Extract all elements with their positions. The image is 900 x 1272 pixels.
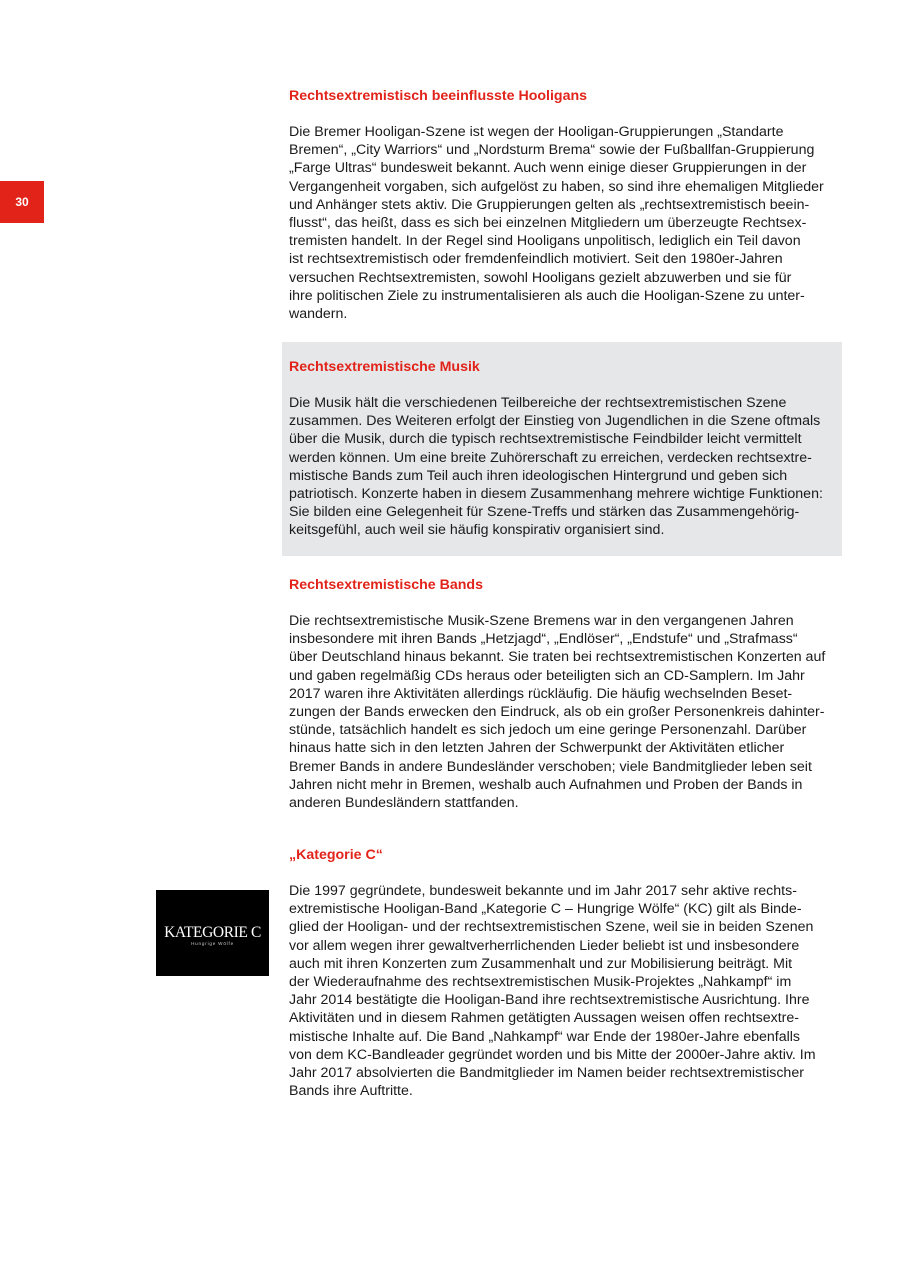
section-body-hooligans [289, 123, 835, 323]
text-line: von dem KC-Bandleader gegründet worden und bis Mitte der 2000er-Jahre aktiv. Im [289, 1046, 816, 1063]
text-line: auch mit ihren Konzerten zum Zusammenhalt und zur Mobilisierung beiträgt. Mit [289, 955, 793, 972]
text-line: Jahr 2017 absolvierten die Bandmitglieder im Namen beider rechtsextremistischer [289, 1065, 804, 1082]
text-line: und gaben regelmäßig CDs heraus oder beteiligten sich an CD-Samplern. Im Jahr [289, 667, 805, 684]
text-line: ist rechtsextremistisch oder fremdenfeindlich motiviert. Seit den 1980er-Jahren [289, 251, 783, 268]
text-line: mistische Inhalte auf. Die Band „Nahkampf“ war Ende der 1980er-Jahre ebenfalls [289, 1028, 801, 1045]
text-line: Bremen“, „City Warriors“ und „Nordsturm Brema“ sowie der Fußballfan-Gruppierung [289, 142, 815, 159]
text-line: anderen Bundesländern stattfanden. [289, 795, 519, 812]
text-line: der Wiederaufnahme des rechtsextremistischen Musik-Projektes „Nahkampf“ im [289, 974, 792, 991]
section-heading-music: Rechtsextremistische Musik [289, 359, 480, 375]
text-line: Vergangenheit vorgaben, sich aufgelöst zu haben, so sind ihre ehemaligen Mitglieder [289, 178, 824, 195]
text-line: stünde, tatsächlich handelt es sich jedoch um eine geringe Personenzahl. Darüber [289, 722, 807, 739]
kategorie-c-logo-image [156, 890, 269, 976]
text-line: werden können. Um eine breite Zuhörerschaft zu erreichen, verdecken rechtsextre- [289, 449, 812, 466]
text-line: Die Musik hält die verschiedenen Teilbereiche der rechtsextremistischen Szene [289, 395, 787, 411]
text-line: Jahr 2014 bestätigte die Hooligan-Band ihre rechtsextremistische Ausrichtung. Ihre [289, 992, 810, 1009]
text-line: 2017 waren ihre Aktivitäten allerdings rückläufig. Die häufig wechselnden Beset- [289, 685, 793, 702]
section-heading-bands: Rechtsextremistische Bands [289, 577, 483, 593]
text-line: über die Musik, durch die typisch rechtsextremistische Feindbilder leicht vermittelt [289, 431, 802, 448]
text-line: flusst“, das heißt, dass es sich bei einzelnen Mitgliedern um überzeugte Rechtsex- [289, 215, 807, 232]
text-line: zusammen. Des Weiteren erfolgt der Einstieg von Jugendlichen in die Szene oftmals [289, 413, 821, 430]
section-music [289, 358, 835, 540]
text-line: extremistische Hooligan-Band „Kategorie C – Hungrige Wölfe“ (KC) gilt als Binde- [289, 901, 802, 918]
text-line: Sie bilden eine Gelegenheit für Szene-Treffs und stärken das Zusammengehörig- [289, 504, 800, 521]
text-line: Die rechtsextremistische Musik-Szene Bremens war in den vergangenen Jahren [289, 613, 794, 629]
section-body-bands [289, 612, 835, 812]
logo-title-text: KATEGORIE C [164, 924, 261, 941]
text-line: tremisten handelt. In der Regel sind Hooligans unpolitisch, lediglich ein Teil davon [289, 233, 801, 250]
section-heading-kategorie-c: „Kategorie C“ [289, 847, 383, 863]
section-hooligans [289, 87, 835, 323]
text-line: Bremer Bands in andere Bundesländer verschoben; viele Bandmitglieder leben seit [289, 758, 812, 775]
text-line: mistische Bands zum Teil auch ihren ideologischen Hintergrund und geben sich [289, 467, 788, 484]
text-line: Aktivitäten und in diesem Rahmen getätigten Aussagen weisen offen rechtsextre- [289, 1010, 800, 1027]
section-body-kategorie-c [289, 882, 835, 1100]
section-body-music [289, 394, 835, 540]
text-line: Die 1997 gegründete, bundesweit bekannte und im Jahr 2017 sehr aktive rechts- [289, 883, 797, 899]
text-line: „Farge Ultras“ bundesweit bekannt. Auch wenn einige dieser Gruppierungen in der [289, 160, 807, 177]
page-number: 30 [0, 181, 44, 223]
section-kategorie-c [289, 846, 835, 1100]
text-line: Die Bremer Hooligan-Szene ist wegen der Hooligan-Gruppierungen „Standarte [289, 124, 784, 140]
text-line: hinaus hatte sich in den letzten Jahren der Schwerpunkt der Aktivitäten etlicher [289, 740, 785, 757]
text-line: Bands ihre Auftritte. [289, 1083, 413, 1100]
text-line: zungen der Bands erwecken den Eindruck, als ob ein großer Personenkreis dahinter- [289, 704, 825, 721]
text-line: ihre politischen Ziele zu instrumentalisieren als auch die Hooligan-Szene zu unter- [289, 287, 805, 304]
section-heading-hooligans: Rechtsextremistisch beeinflusste Hooligans [289, 88, 588, 104]
text-line: versuchen Rechtsextremisten, sowohl Hooligans gezielt abzuwerben und sie für [289, 269, 792, 286]
text-line: und Anhänger stets aktiv. Die Gruppierungen gelten als „rechtsextremistisch beein- [289, 196, 810, 213]
kategorie-c-logo [156, 890, 269, 976]
text-line: keitsgefühl, auch weil sie häufig konspirativ organisiert sind. [289, 522, 665, 539]
section-bands [289, 576, 835, 812]
text-line: Jahren nicht mehr in Bremen, weshalb auch Aufnahmen und Proben der Bands in [289, 776, 803, 793]
text-line: wandern. [289, 306, 348, 323]
text-line: über Deutschland hinaus bekannt. Sie traten bei rechtsextremistischen Konzerten auf [289, 649, 826, 666]
text-line: glied der Hooligan- und der rechtsextremistischen Szene, weil sie in beiden Szenen [289, 919, 814, 936]
text-line: vor allem wegen ihrer gewaltverherrlichenden Lieder beliebt ist und insbesondere [289, 937, 800, 954]
logo-subtitle-text: Hungrige Wölfe [191, 941, 234, 946]
text-line: insbesondere mit ihren Bands „Hetzjagd“, „Endlöser“, „Endstufe“ und „Strafmass“ [289, 631, 798, 648]
text-line: patriotisch. Konzerte haben in diesem Zusammenhang mehrere wichtige Funktionen: [289, 486, 823, 503]
